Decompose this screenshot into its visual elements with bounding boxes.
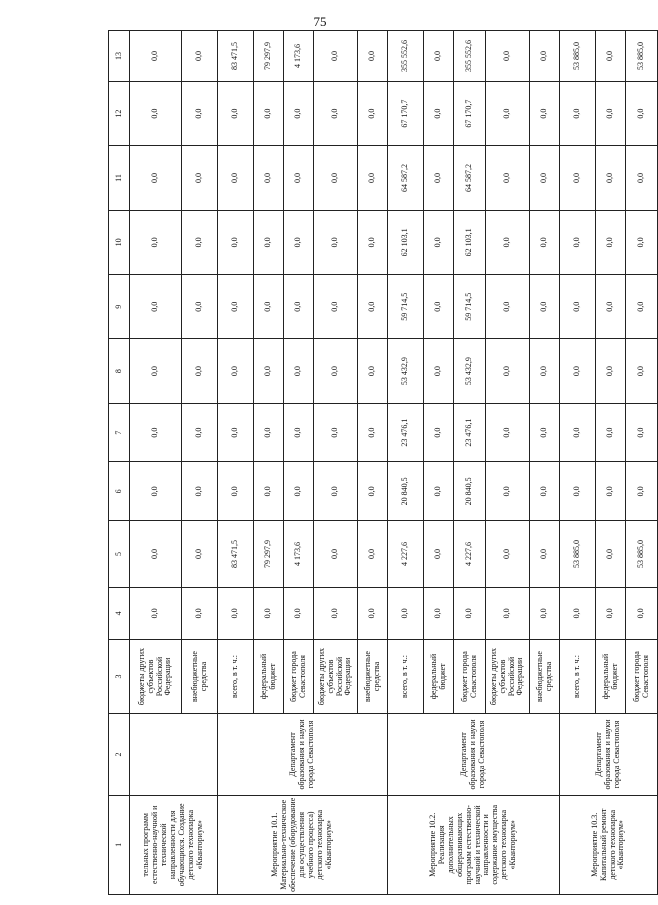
amount-cell: 0,0	[130, 587, 182, 639]
amount-cell: 0,0	[358, 275, 388, 339]
table-row	[130, 31, 182, 895]
amount-cell: 0,0	[530, 462, 560, 521]
amount-cell: 0,0	[284, 403, 314, 462]
amount-cell: 0,0	[530, 521, 560, 588]
column-header: 1	[109, 795, 130, 894]
funding-source-cell: федеральный бюджет	[596, 639, 626, 714]
rotated-table-wrapper	[108, 30, 650, 895]
amount-cell: 53 885,0	[626, 31, 658, 82]
amount-cell: 0,0	[218, 275, 254, 339]
amount-cell: 0,0	[358, 146, 388, 210]
amount-cell: 0,0	[454, 587, 486, 639]
amount-cell: 0,0	[626, 462, 658, 521]
amount-cell: 0,0	[626, 403, 658, 462]
amount-cell: 0,0	[284, 339, 314, 403]
amount-cell: 0,0	[560, 403, 596, 462]
column-header: 7	[109, 403, 130, 462]
amount-cell: 0,0	[486, 462, 530, 521]
amount-cell: 0,0	[626, 81, 658, 145]
amount-cell: 0,0	[130, 210, 182, 274]
amount-cell: 0,0	[254, 146, 284, 210]
amount-cell: 0,0	[424, 521, 454, 588]
executor-cell-empty	[182, 714, 218, 795]
amount-cell: 0,0	[130, 339, 182, 403]
amount-cell: 0,0	[218, 339, 254, 403]
funding-source-cell: всего, в т. ч.:	[560, 639, 596, 714]
table-row	[182, 31, 218, 895]
amount-cell: 0,0	[254, 403, 284, 462]
amount-cell: 0,0	[560, 462, 596, 521]
amount-cell: 0,0	[358, 210, 388, 274]
amount-cell: 0,0	[424, 462, 454, 521]
amount-cell: 0,0	[486, 146, 530, 210]
amount-cell: 0,0	[182, 275, 218, 339]
amount-cell: 0,0	[596, 339, 626, 403]
amount-cell: 4 227,6	[454, 521, 486, 588]
amount-cell: 0,0	[314, 587, 358, 639]
table-row	[218, 31, 254, 895]
column-header: 13	[109, 31, 130, 82]
table-row	[560, 31, 596, 895]
activity-name-cell: Мероприятие 10.3. Капитальный ремонт детского технопарка «Кванториум»	[560, 795, 658, 894]
page-number: 75	[313, 14, 327, 29]
amount-cell: 0,0	[596, 275, 626, 339]
activity-name-cell: Мероприятие 10.1. Материально-техническое обеспечение (оборудование для осуществления учебного процесса) детского технопарка «Кванториум»	[218, 795, 388, 894]
amount-cell: 53 885,0	[626, 521, 658, 588]
funding-source-cell: бюджет города Севастополя	[284, 639, 314, 714]
amount-cell: 0,0	[486, 31, 530, 82]
amount-cell: 0,0	[314, 81, 358, 145]
executor-cell	[130, 714, 182, 795]
amount-cell: 0,0	[314, 521, 358, 588]
amount-cell: 0,0	[130, 81, 182, 145]
amount-cell: 64 587,2	[454, 146, 486, 210]
amount-cell: 0,0	[358, 587, 388, 639]
amount-cell: 0,0	[486, 210, 530, 274]
amount-cell: 0,0	[254, 462, 284, 521]
amount-cell: 0,0	[530, 339, 560, 403]
amount-cell: 0,0	[626, 210, 658, 274]
amount-cell: 0,0	[130, 521, 182, 588]
budget-table	[108, 30, 658, 895]
amount-cell: 0,0	[486, 587, 530, 639]
amount-cell: 0,0	[560, 275, 596, 339]
amount-cell: 0,0	[358, 31, 388, 82]
amount-cell: 62 103,1	[388, 210, 424, 274]
amount-cell: 0,0	[254, 210, 284, 274]
amount-cell: 0,0	[130, 146, 182, 210]
amount-cell: 0,0	[254, 587, 284, 639]
amount-cell: 0,0	[130, 31, 182, 82]
amount-cell: 0,0	[424, 339, 454, 403]
funding-source-cell: внебюджетные средства	[530, 639, 560, 714]
rotated-table-area	[108, 30, 650, 895]
amount-cell: 0,0	[424, 31, 454, 82]
amount-cell: 20 840,5	[454, 462, 486, 521]
amount-cell: 0,0	[486, 81, 530, 145]
amount-cell: 0,0	[218, 462, 254, 521]
amount-cell: 53 885,0	[560, 31, 596, 82]
amount-cell: 0,0	[130, 275, 182, 339]
amount-cell: 0,0	[596, 146, 626, 210]
amount-cell: 0,0	[626, 587, 658, 639]
amount-cell: 0,0	[254, 81, 284, 145]
amount-cell: 64 587,2	[388, 146, 424, 210]
amount-cell: 0,0	[182, 403, 218, 462]
table-row	[388, 31, 424, 895]
amount-cell: 0,0	[560, 587, 596, 639]
amount-cell: 0,0	[424, 210, 454, 274]
amount-cell: 0,0	[560, 81, 596, 145]
amount-cell: 0,0	[358, 339, 388, 403]
amount-cell: 0,0	[596, 462, 626, 521]
funding-source-cell: всего, в т. ч.:	[218, 639, 254, 714]
amount-cell: 59 714,5	[454, 275, 486, 339]
funding-source-cell: бюджеты других субъектов Российской Федерации	[130, 639, 182, 714]
table-header-row	[109, 31, 130, 895]
column-header: 11	[109, 146, 130, 210]
amount-cell: 0,0	[560, 210, 596, 274]
column-header: 8	[109, 339, 130, 403]
amount-cell: 53 885,0	[560, 521, 596, 588]
amount-cell: 83 471,5	[218, 31, 254, 82]
amount-cell: 53 432,9	[388, 339, 424, 403]
column-header: 4	[109, 587, 130, 639]
amount-cell: 0,0	[596, 587, 626, 639]
amount-cell: 4 173,6	[284, 521, 314, 588]
amount-cell: 0,0	[530, 587, 560, 639]
amount-cell: 0,0	[424, 403, 454, 462]
amount-cell: 0,0	[182, 81, 218, 145]
amount-cell: 0,0	[530, 81, 560, 145]
amount-cell: 0,0	[284, 146, 314, 210]
amount-cell: 0,0	[130, 462, 182, 521]
amount-cell: 0,0	[424, 587, 454, 639]
amount-cell: 0,0	[284, 210, 314, 274]
column-header: 12	[109, 81, 130, 145]
amount-cell: 0,0	[626, 275, 658, 339]
amount-cell: 355 552,6	[388, 31, 424, 82]
amount-cell: 0,0	[218, 146, 254, 210]
column-header: 6	[109, 462, 130, 521]
amount-cell: 0,0	[182, 587, 218, 639]
amount-cell: 0,0	[388, 587, 424, 639]
amount-cell: 0,0	[314, 403, 358, 462]
amount-cell: 355 552,6	[454, 31, 486, 82]
activity-name-cell: Мероприятие 10.2. Реализация дополнительных общеразвивающих программ естественно-научной и технической направленности и содержание имущества детского технопарка «Кванториум»	[388, 795, 560, 894]
amount-cell: 0,0	[358, 521, 388, 588]
amount-cell: 0,0	[358, 403, 388, 462]
amount-cell: 0,0	[254, 275, 284, 339]
amount-cell: 0,0	[182, 31, 218, 82]
amount-cell: 0,0	[358, 462, 388, 521]
amount-cell: 0,0	[530, 146, 560, 210]
amount-cell: 62 103,1	[454, 210, 486, 274]
amount-cell: 0,0	[358, 81, 388, 145]
amount-cell: 0,0	[424, 81, 454, 145]
funding-source-cell: федеральный бюджет	[254, 639, 284, 714]
amount-cell: 20 840,5	[388, 462, 424, 521]
amount-cell: 0,0	[314, 146, 358, 210]
amount-cell: 0,0	[530, 275, 560, 339]
table-body	[130, 31, 658, 895]
amount-cell: 0,0	[596, 403, 626, 462]
amount-cell: 0,0	[530, 210, 560, 274]
amount-cell: 0,0	[424, 275, 454, 339]
funding-source-cell: бюджеты других субъектов Российской Федерации	[486, 639, 530, 714]
amount-cell: 0,0	[596, 81, 626, 145]
column-header: 9	[109, 275, 130, 339]
amount-cell: 0,0	[596, 521, 626, 588]
amount-cell: 0,0	[424, 146, 454, 210]
funding-source-cell: бюджет города Севастополя	[454, 639, 486, 714]
amount-cell: 0,0	[560, 339, 596, 403]
amount-cell: 0,0	[218, 587, 254, 639]
amount-cell: 0,0	[486, 403, 530, 462]
amount-cell: 59 714,5	[388, 275, 424, 339]
amount-cell: 0,0	[314, 462, 358, 521]
funding-source-cell: бюджет города Севастополя	[626, 639, 658, 714]
column-header: 2	[109, 714, 130, 795]
executor-cell: Департамент образования и науки города Севастополя	[560, 714, 658, 795]
executor-cell: Департамент образования и науки города Севастополя	[388, 714, 560, 795]
amount-cell: 0,0	[626, 146, 658, 210]
funding-source-cell: внебюджетные средства	[358, 639, 388, 714]
amount-cell: 0,0	[284, 81, 314, 145]
amount-cell: 67 170,7	[454, 81, 486, 145]
amount-cell: 0,0	[182, 339, 218, 403]
amount-cell: 0,0	[182, 462, 218, 521]
amount-cell: 0,0	[314, 339, 358, 403]
amount-cell: 0,0	[130, 403, 182, 462]
amount-cell: 79 297,9	[254, 31, 284, 82]
amount-cell: 0,0	[218, 81, 254, 145]
amount-cell: 67 170,7	[388, 81, 424, 145]
amount-cell: 0,0	[284, 587, 314, 639]
amount-cell: 0,0	[486, 521, 530, 588]
amount-cell: 0,0	[486, 339, 530, 403]
amount-cell: 0,0	[182, 521, 218, 588]
amount-cell: 0,0	[284, 275, 314, 339]
amount-cell: 0,0	[182, 210, 218, 274]
executor-cell: Департамент образования и науки города Севастополя	[218, 714, 388, 795]
amount-cell: 79 297,9	[254, 521, 284, 588]
amount-cell: 0,0	[218, 403, 254, 462]
amount-cell: 0,0	[626, 339, 658, 403]
column-header: 3	[109, 639, 130, 714]
amount-cell: 0,0	[314, 31, 358, 82]
activity-name-cell: тельных программ естественно-научной и технической направленности для обучающихся. Создание детского технопарка «Кванториум»	[130, 795, 218, 894]
amount-cell: 0,0	[486, 275, 530, 339]
amount-cell: 0,0	[530, 31, 560, 82]
amount-cell: 4 173,6	[284, 31, 314, 82]
amount-cell: 23 476,1	[388, 403, 424, 462]
amount-cell: 0,0	[596, 31, 626, 82]
amount-cell: 0,0	[314, 275, 358, 339]
amount-cell: 4 227,6	[388, 521, 424, 588]
amount-cell: 0,0	[284, 462, 314, 521]
amount-cell: 0,0	[530, 403, 560, 462]
amount-cell: 83 471,5	[218, 521, 254, 588]
funding-source-cell: федеральный бюджет	[424, 639, 454, 714]
column-header: 5	[109, 521, 130, 588]
amount-cell: 23 476,1	[454, 403, 486, 462]
funding-source-cell: внебюджетные средства	[182, 639, 218, 714]
amount-cell: 0,0	[314, 210, 358, 274]
amount-cell: 0,0	[560, 146, 596, 210]
amount-cell: 0,0	[596, 210, 626, 274]
amount-cell: 0,0	[254, 339, 284, 403]
amount-cell: 53 432,9	[454, 339, 486, 403]
funding-source-cell: всего, в т. ч.:	[388, 639, 424, 714]
funding-source-cell: бюджеты других субъектов Российской Федерации	[314, 639, 358, 714]
column-header: 10	[109, 210, 130, 274]
amount-cell: 0,0	[218, 210, 254, 274]
amount-cell: 0,0	[182, 146, 218, 210]
